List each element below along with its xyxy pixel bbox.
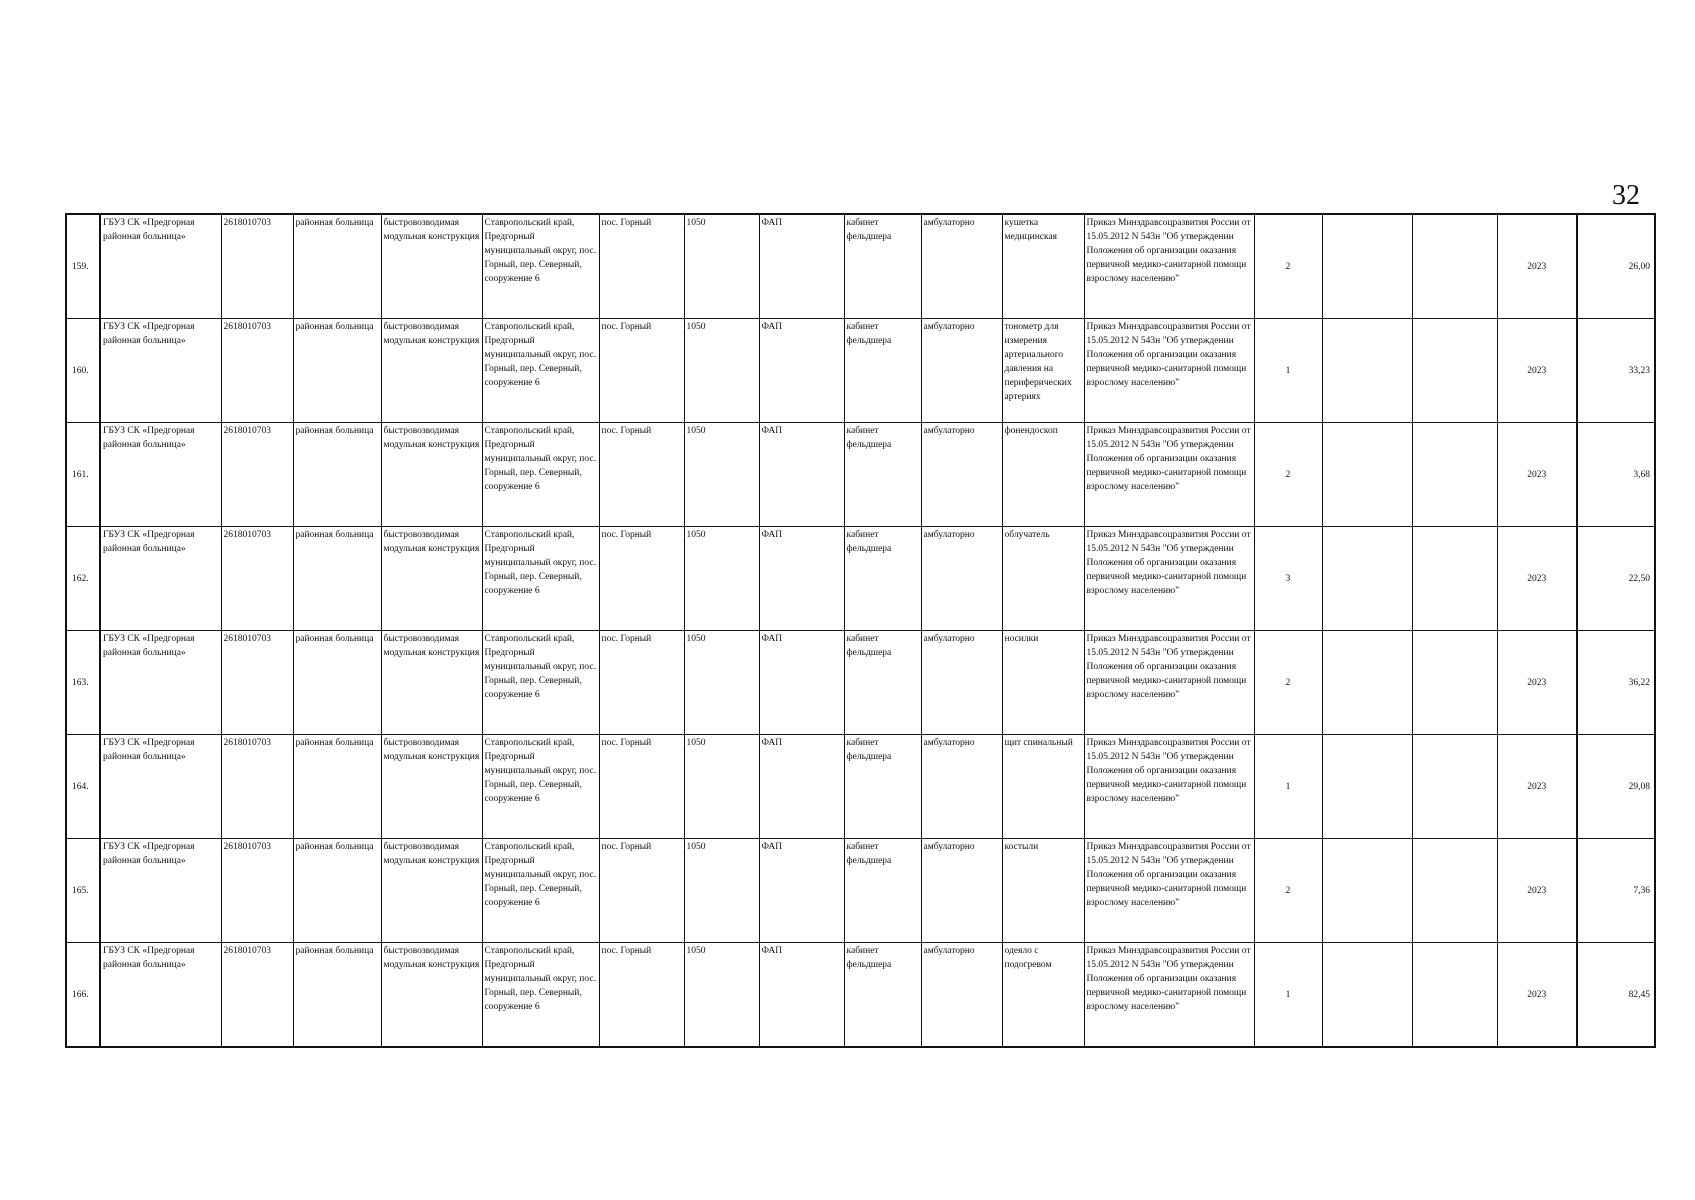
- facility-type-cell: районная больница: [293, 423, 381, 527]
- quantity-cell: 1: [1254, 319, 1322, 423]
- regulation-cell: Приказ Минздравсоцразвития России от 15.05.2012 N 543н "Об утверждении Положения об организации оказания первичной медико-санитарной помощи взрослому населению": [1084, 839, 1254, 943]
- organization-cell: ГБУЗ СК «Предгорная районная больница»: [100, 943, 221, 1048]
- population-cell: 1050: [684, 943, 759, 1048]
- building-type-cell: быстровозводимая модульная конструкция: [381, 423, 482, 527]
- empty-cell: [1412, 735, 1497, 839]
- code-cell: 2618010703: [221, 527, 293, 631]
- quantity-cell: 2: [1254, 214, 1322, 319]
- building-type-cell: быстровозводимая модульная конструкция: [381, 943, 482, 1048]
- unit-cell: ФАП: [759, 631, 844, 735]
- row-number: 162.: [66, 527, 100, 631]
- amount-cell: 22,50: [1577, 527, 1655, 631]
- row-number: 165.: [66, 839, 100, 943]
- empty-cell: [1412, 527, 1497, 631]
- room-cell: кабинет фельдшера: [844, 631, 921, 735]
- empty-cell: [1322, 319, 1412, 423]
- empty-cell: [1322, 527, 1412, 631]
- building-type-cell: быстровозводимая модульная конструкция: [381, 839, 482, 943]
- amount-cell: 29,08: [1577, 735, 1655, 839]
- equipment-cell: кушетка медицинская: [1002, 214, 1084, 319]
- settlement-cell: пос. Горный: [599, 735, 684, 839]
- building-type-cell: быстровозводимая модульная конструкция: [381, 319, 482, 423]
- table-row: [66, 735, 1655, 839]
- address-cell: Ставропольский край, Предгорный муниципальный округ, пос. Горный, пер. Северный, сооружение 6: [482, 839, 599, 943]
- care-form-cell: амбулаторно: [921, 735, 1002, 839]
- code-cell: 2618010703: [221, 319, 293, 423]
- building-type-cell: быстровозводимая модульная конструкция: [381, 527, 482, 631]
- care-form-cell: амбулаторно: [921, 319, 1002, 423]
- table-row: [66, 214, 1655, 319]
- year-cell: 2023: [1497, 839, 1577, 943]
- settlement-cell: пос. Горный: [599, 214, 684, 319]
- quantity-cell: 1: [1254, 943, 1322, 1048]
- regulation-cell: Приказ Минздравсоцразвития России от 15.05.2012 N 543н "Об утверждении Положения об организации оказания первичной медико-санитарной помощи взрослому населению": [1084, 423, 1254, 527]
- address-cell: Ставропольский край, Предгорный муниципальный округ, пос. Горный, пер. Северный, сооружение 6: [482, 214, 599, 319]
- facility-type-cell: районная больница: [293, 631, 381, 735]
- population-cell: 1050: [684, 527, 759, 631]
- empty-cell: [1412, 631, 1497, 735]
- empty-cell: [1322, 839, 1412, 943]
- room-cell: кабинет фельдшера: [844, 735, 921, 839]
- care-form-cell: амбулаторно: [921, 423, 1002, 527]
- care-form-cell: амбулаторно: [921, 527, 1002, 631]
- organization-cell: ГБУЗ СК «Предгорная районная больница»: [100, 527, 221, 631]
- regulation-cell: Приказ Минздравсоцразвития России от 15.05.2012 N 543н "Об утверждении Положения об организации оказания первичной медико-санитарной помощи взрослому населению": [1084, 527, 1254, 631]
- regulation-cell: Приказ Минздравсоцразвития России от 15.05.2012 N 543н "Об утверждении Положения об организации оказания первичной медико-санитарной помощи взрослому населению": [1084, 631, 1254, 735]
- empty-cell: [1322, 943, 1412, 1048]
- code-cell: 2618010703: [221, 631, 293, 735]
- settlement-cell: пос. Горный: [599, 527, 684, 631]
- row-number: 160.: [66, 319, 100, 423]
- amount-cell: 3,68: [1577, 423, 1655, 527]
- code-cell: 2618010703: [221, 839, 293, 943]
- code-cell: 2618010703: [221, 943, 293, 1048]
- population-cell: 1050: [684, 839, 759, 943]
- address-cell: Ставропольский край, Предгорный муниципальный округ, пос. Горный, пер. Северный, сооружение 6: [482, 735, 599, 839]
- year-cell: 2023: [1497, 319, 1577, 423]
- population-cell: 1050: [684, 214, 759, 319]
- organization-cell: ГБУЗ СК «Предгорная районная больница»: [100, 839, 221, 943]
- room-cell: кабинет фельдшера: [844, 319, 921, 423]
- row-number: 161.: [66, 423, 100, 527]
- row-number: 159.: [66, 214, 100, 319]
- code-cell: 2618010703: [221, 214, 293, 319]
- year-cell: 2023: [1497, 214, 1577, 319]
- empty-cell: [1322, 735, 1412, 839]
- building-type-cell: быстровозводимая модульная конструкция: [381, 735, 482, 839]
- amount-cell: 7,36: [1577, 839, 1655, 943]
- room-cell: кабинет фельдшера: [844, 839, 921, 943]
- empty-cell: [1322, 423, 1412, 527]
- settlement-cell: пос. Горный: [599, 839, 684, 943]
- care-form-cell: амбулаторно: [921, 631, 1002, 735]
- unit-cell: ФАП: [759, 423, 844, 527]
- organization-cell: ГБУЗ СК «Предгорная районная больница»: [100, 319, 221, 423]
- unit-cell: ФАП: [759, 319, 844, 423]
- population-cell: 1050: [684, 319, 759, 423]
- room-cell: кабинет фельдшера: [844, 214, 921, 319]
- empty-cell: [1322, 631, 1412, 735]
- room-cell: кабинет фельдшера: [844, 527, 921, 631]
- table-row: [66, 319, 1655, 423]
- population-cell: 1050: [684, 631, 759, 735]
- equipment-cell: облучатель: [1002, 527, 1084, 631]
- regulation-cell: Приказ Минздравсоцразвития России от 15.05.2012 N 543н "Об утверждении Положения об организации оказания первичной медико-санитарной помощи взрослому населению": [1084, 214, 1254, 319]
- page-number: 32: [1612, 180, 1640, 211]
- address-cell: Ставропольский край, Предгорный муниципальный округ, пос. Горный, пер. Северный, сооружение 6: [482, 943, 599, 1048]
- year-cell: 2023: [1497, 943, 1577, 1048]
- empty-cell: [1412, 423, 1497, 527]
- settlement-cell: пос. Горный: [599, 423, 684, 527]
- year-cell: 2023: [1497, 527, 1577, 631]
- equipment-cell: костыли: [1002, 839, 1084, 943]
- quantity-cell: 2: [1254, 423, 1322, 527]
- unit-cell: ФАП: [759, 527, 844, 631]
- unit-cell: ФАП: [759, 839, 844, 943]
- building-type-cell: быстровозводимая модульная конструкция: [381, 214, 482, 319]
- settlement-cell: пос. Горный: [599, 631, 684, 735]
- quantity-cell: 3: [1254, 527, 1322, 631]
- room-cell: кабинет фельдшера: [844, 943, 921, 1048]
- population-cell: 1050: [684, 735, 759, 839]
- quantity-cell: 2: [1254, 631, 1322, 735]
- quantity-cell: 1: [1254, 735, 1322, 839]
- row-number: 166.: [66, 943, 100, 1048]
- facility-type-cell: районная больница: [293, 943, 381, 1048]
- settlement-cell: пос. Горный: [599, 319, 684, 423]
- amount-cell: 36,22: [1577, 631, 1655, 735]
- building-type-cell: быстровозводимая модульная конструкция: [381, 631, 482, 735]
- facility-type-cell: районная больница: [293, 214, 381, 319]
- quantity-cell: 2: [1254, 839, 1322, 943]
- row-number: 163.: [66, 631, 100, 735]
- facility-type-cell: районная больница: [293, 319, 381, 423]
- table-row: [66, 631, 1655, 735]
- population-cell: 1050: [684, 423, 759, 527]
- equipment-cell: носилки: [1002, 631, 1084, 735]
- empty-cell: [1412, 319, 1497, 423]
- equipment-cell: щит спинальный: [1002, 735, 1084, 839]
- table-row: [66, 423, 1655, 527]
- address-cell: Ставропольский край, Предгорный муниципальный округ, пос. Горный, пер. Северный, сооружение 6: [482, 631, 599, 735]
- empty-cell: [1412, 214, 1497, 319]
- empty-cell: [1412, 839, 1497, 943]
- regulation-cell: Приказ Минздравсоцразвития России от 15.05.2012 N 543н "Об утверждении Положения об организации оказания первичной медико-санитарной помощи взрослому населению": [1084, 735, 1254, 839]
- year-cell: 2023: [1497, 631, 1577, 735]
- empty-cell: [1412, 943, 1497, 1048]
- address-cell: Ставропольский край, Предгорный муниципальный округ, пос. Горный, пер. Северный, сооружение 6: [482, 423, 599, 527]
- regulation-cell: Приказ Минздравсоцразвития России от 15.05.2012 N 543н "Об утверждении Положения об организации оказания первичной медико-санитарной помощи взрослому населению": [1084, 319, 1254, 423]
- year-cell: 2023: [1497, 423, 1577, 527]
- care-form-cell: амбулаторно: [921, 839, 1002, 943]
- code-cell: 2618010703: [221, 735, 293, 839]
- settlement-cell: пос. Горный: [599, 943, 684, 1048]
- organization-cell: ГБУЗ СК «Предгорная районная больница»: [100, 631, 221, 735]
- table-row: [66, 943, 1655, 1048]
- amount-cell: 33,23: [1577, 319, 1655, 423]
- address-cell: Ставропольский край, Предгорный муниципальный округ, пос. Горный, пер. Северный, сооружение 6: [482, 319, 599, 423]
- row-number: 164.: [66, 735, 100, 839]
- facility-type-cell: районная больница: [293, 527, 381, 631]
- care-form-cell: амбулаторно: [921, 943, 1002, 1048]
- equipment-cell: фонендоскоп: [1002, 423, 1084, 527]
- year-cell: 2023: [1497, 735, 1577, 839]
- table-row: [66, 527, 1655, 631]
- amount-cell: 82,45: [1577, 943, 1655, 1048]
- unit-cell: ФАП: [759, 214, 844, 319]
- amount-cell: 26,00: [1577, 214, 1655, 319]
- organization-cell: ГБУЗ СК «Предгорная районная больница»: [100, 214, 221, 319]
- code-cell: 2618010703: [221, 423, 293, 527]
- facility-type-cell: районная больница: [293, 735, 381, 839]
- facility-type-cell: районная больница: [293, 839, 381, 943]
- equipment-table: [65, 213, 1656, 1048]
- organization-cell: ГБУЗ СК «Предгорная районная больница»: [100, 735, 221, 839]
- regulation-cell: Приказ Минздравсоцразвития России от 15.05.2012 N 543н "Об утверждении Положения об организации оказания первичной медико-санитарной помощи взрослому населению": [1084, 943, 1254, 1048]
- room-cell: кабинет фельдшера: [844, 423, 921, 527]
- equipment-cell: одеяло с подогревом: [1002, 943, 1084, 1048]
- unit-cell: ФАП: [759, 943, 844, 1048]
- empty-cell: [1322, 214, 1412, 319]
- care-form-cell: амбулаторно: [921, 214, 1002, 319]
- table-row: [66, 839, 1655, 943]
- address-cell: Ставропольский край, Предгорный муниципальный округ, пос. Горный, пер. Северный, сооружение 6: [482, 527, 599, 631]
- unit-cell: ФАП: [759, 735, 844, 839]
- equipment-cell: тонометр для измерения артериального давления на периферических артериях: [1002, 319, 1084, 423]
- organization-cell: ГБУЗ СК «Предгорная районная больница»: [100, 423, 221, 527]
